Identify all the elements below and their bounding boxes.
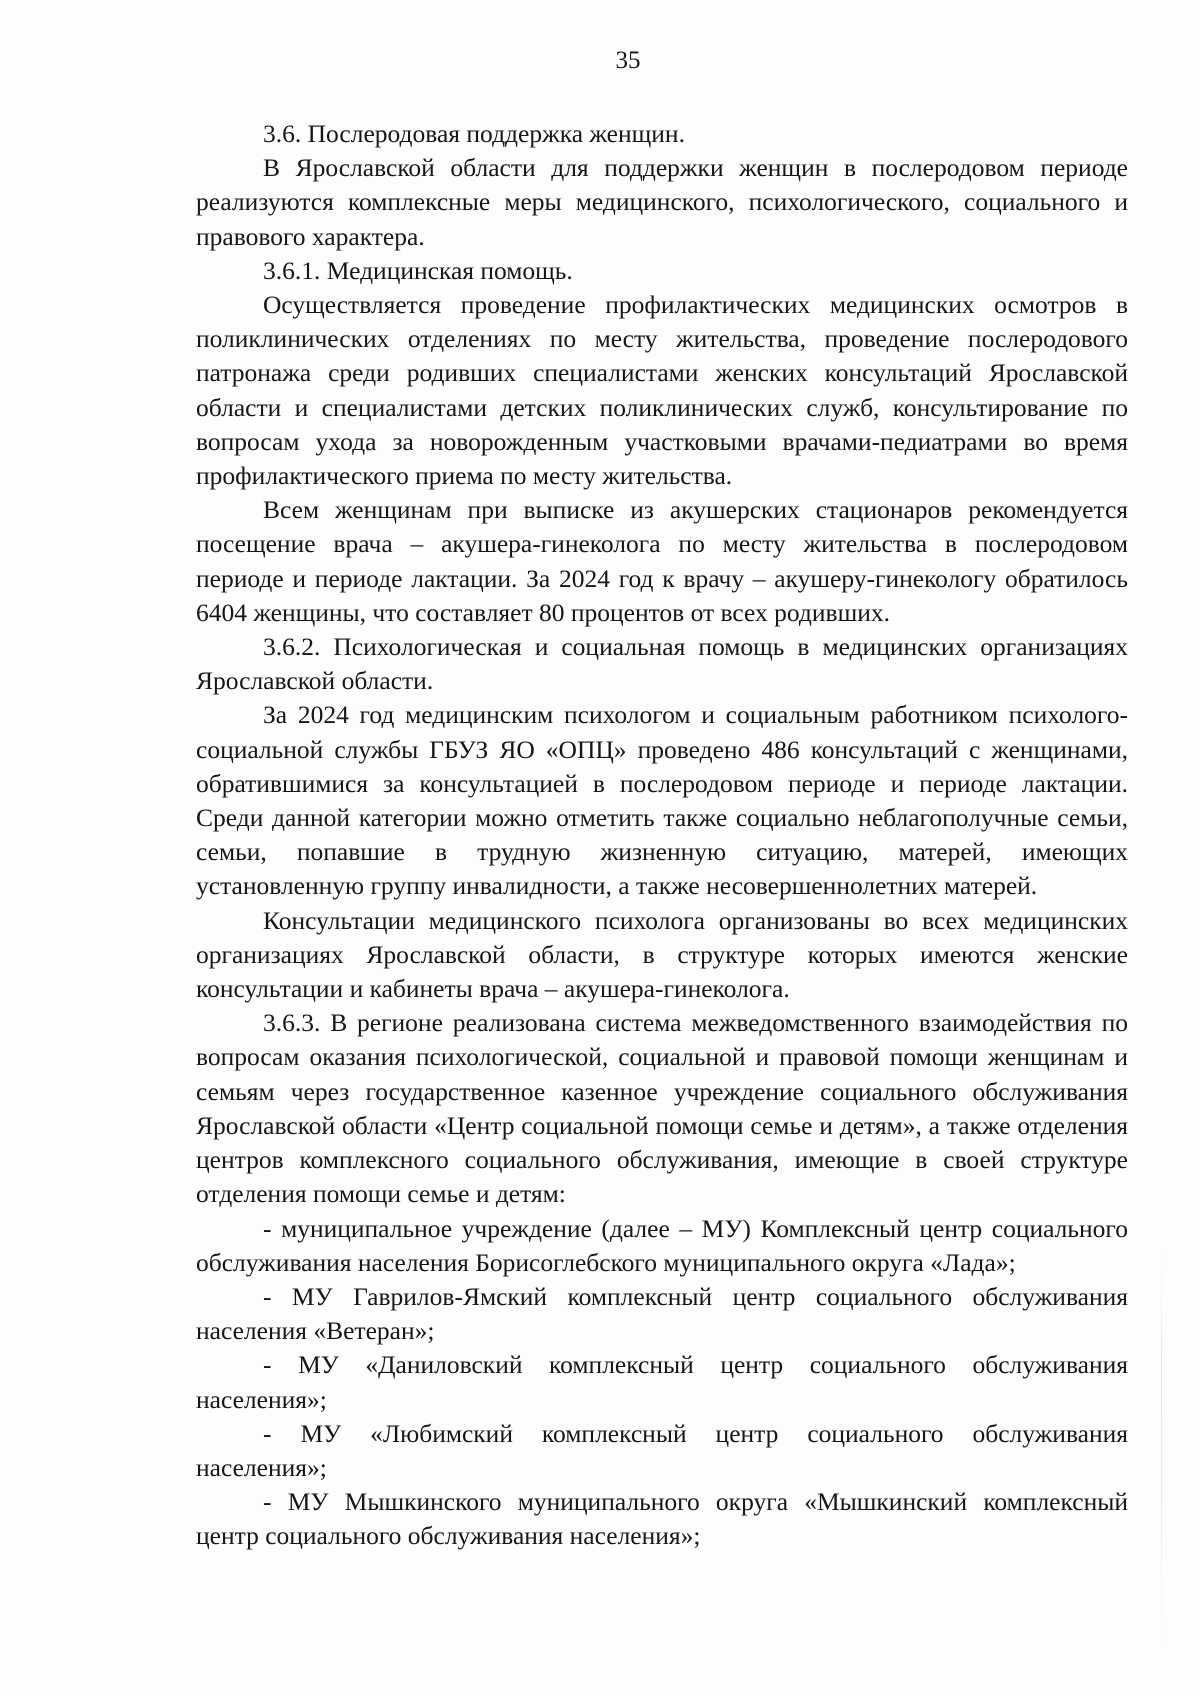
paragraph-discharge-visits: Всем женщинам при выписке из акушерских стационаров рекомендуется посещение врача – акушера-гинеколога по месту жительства в послеродовом периоде и периоде лактации. За 2024 год к врачу – акушеру-гинекологу обратилось 6404 женщины, что составляет 80 процентов от всех родивших. xyxy=(196,495,1128,627)
list-item: - МУ «Даниловский комплексный центр социального обслуживания населения»; xyxy=(196,1350,1128,1414)
section-3-6-3-paragraph: 3.6.3. В регионе реализована система межведомственного взаимодействия по вопросам оказания психологической, социальной и правовой помощи женщинам и семьям через государственное казенное учреждение социального обслуживания Ярославской области «Центр социальной помощи семье и детям», а также отделения центров комплексного социального обслуживания, имеющие в своей структуре отделения помощи семье и детям: xyxy=(196,1008,1128,1209)
paragraph-intro: В Ярославской области для поддержки женщин в послеродовом периоде реализуются комплексные меры медицинского, психологического, социального и правового характера. xyxy=(196,153,1128,251)
list-item: - МУ Мышкинского муниципального округа «Мышкинский комплексный центр социального обслуживания населения»; xyxy=(196,1487,1128,1551)
paragraph-medical-checkups: Осуществляется проведение профилактических медицинских осмотров в поликлинических отделениях по месту жительства, проведение послеродового патронажа среди родивших специалистами женских консультаций Ярославской области и специалистами детских поликлинических служб, консультирование по вопросам ухода за новорожденным участковыми врачами-педиатрами во время профилактического приема по месту жительства. xyxy=(196,290,1128,491)
list-item: - МУ «Любимский комплексный центр социального обслуживания населения»; xyxy=(196,1418,1128,1482)
document-body xyxy=(196,117,1128,1554)
paragraph-psychologist-consultations: За 2024 год медицинским психологом и социальным работником психолого-социальной службы ГБУЗ ЯО «ОПЦ» проведено 486 консультаций с женщинами, обратившимися за консультацией в послеродовом периоде и периоде лактации. Среди данной категории можно отметить также социально неблагополучные семьи, семьи, попавшие в трудную жизненную ситуацию, матерей, имеющих установленную группу инвалидности, а также несовершеннолетних матерей. xyxy=(196,700,1128,901)
page-number: 35 xyxy=(615,47,641,74)
scan-edge-artifact xyxy=(1161,1240,1162,1660)
list-item: - МУ Гаврилов-Ямский комплексный центр социального обслуживания населения «Ветеран»; xyxy=(196,1281,1128,1346)
list-item: - муниципальное учреждение (далее – МУ) Комплексный центр социального обслуживания населения Борисоглебского муниципального округа «Лада»; xyxy=(196,1213,1128,1277)
section-heading-3-6-2: 3.6.2. Психологическая и социальная помощь в медицинских организациях Ярославской области. xyxy=(196,632,1128,696)
paragraph-consultation-coverage: Консультации медицинского психолога организованы во всех медицинских организациях Ярославской области, в структуре которых имеются женские консультации и кабинеты врача – акушера-гинеколога. xyxy=(196,905,1128,1004)
section-heading-3-6-1: 3.6.1. Медицинская помощь. xyxy=(263,255,573,285)
section-heading-3-6: 3.6. Послеродовая поддержка женщин. xyxy=(263,119,685,148)
